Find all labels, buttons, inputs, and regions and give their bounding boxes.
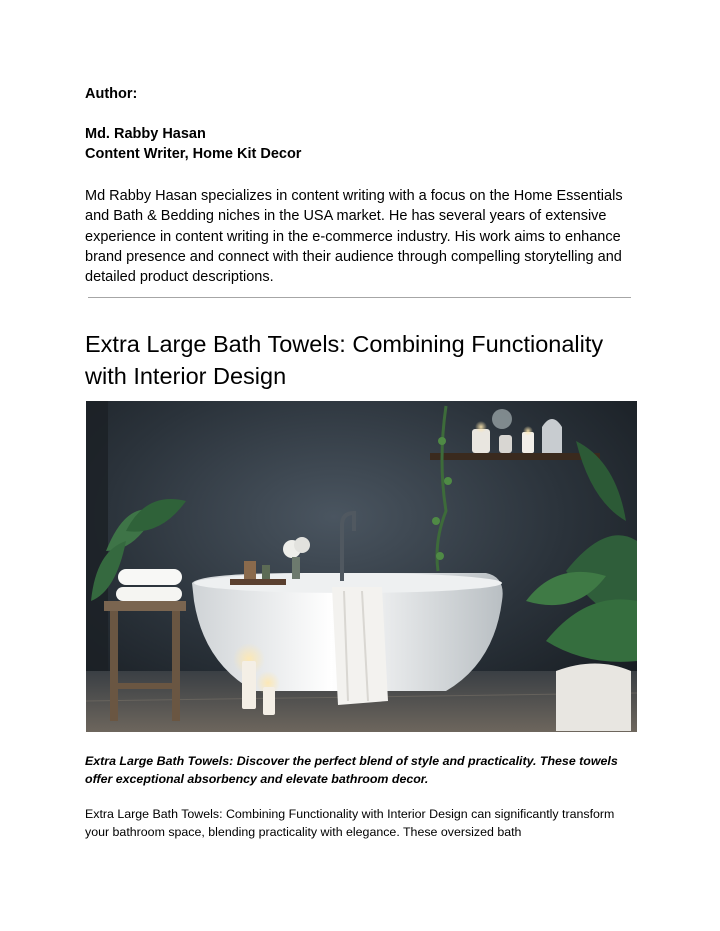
author-bio: Md Rabby Hasan specializes in content writing with a focus on the Home Essentials and Bath & Bedding niches in the USA market. He has several years of extensive experience in content writing in the e-commerce industry. His work aims to enhance brand presence and connect with their audience through compelling storytelling and detailed product descriptions.: [85, 188, 623, 286]
author-name: Md. Rabby Hasan: [85, 126, 206, 142]
bathtub-image: [86, 401, 637, 732]
author-role: Content Writer, Home Kit Decor: [85, 146, 302, 162]
article-body: Extra Large Bath Towels: Combining Functionality with Interior Design can significantly transform your bathroom space, blending practicality with elegance. These oversized bath: [85, 807, 615, 839]
author-label: Author:: [85, 86, 138, 102]
article-title: Extra Large Bath Towels: Combining Functionality with Interior Design: [85, 331, 604, 389]
horizontal-divider: [88, 297, 631, 298]
image-caption: Extra Large Bath Towels: Discover the perfect blend of style and practicality. These towels offer exceptional absorbency and elevate bathroom decor.: [85, 754, 618, 786]
